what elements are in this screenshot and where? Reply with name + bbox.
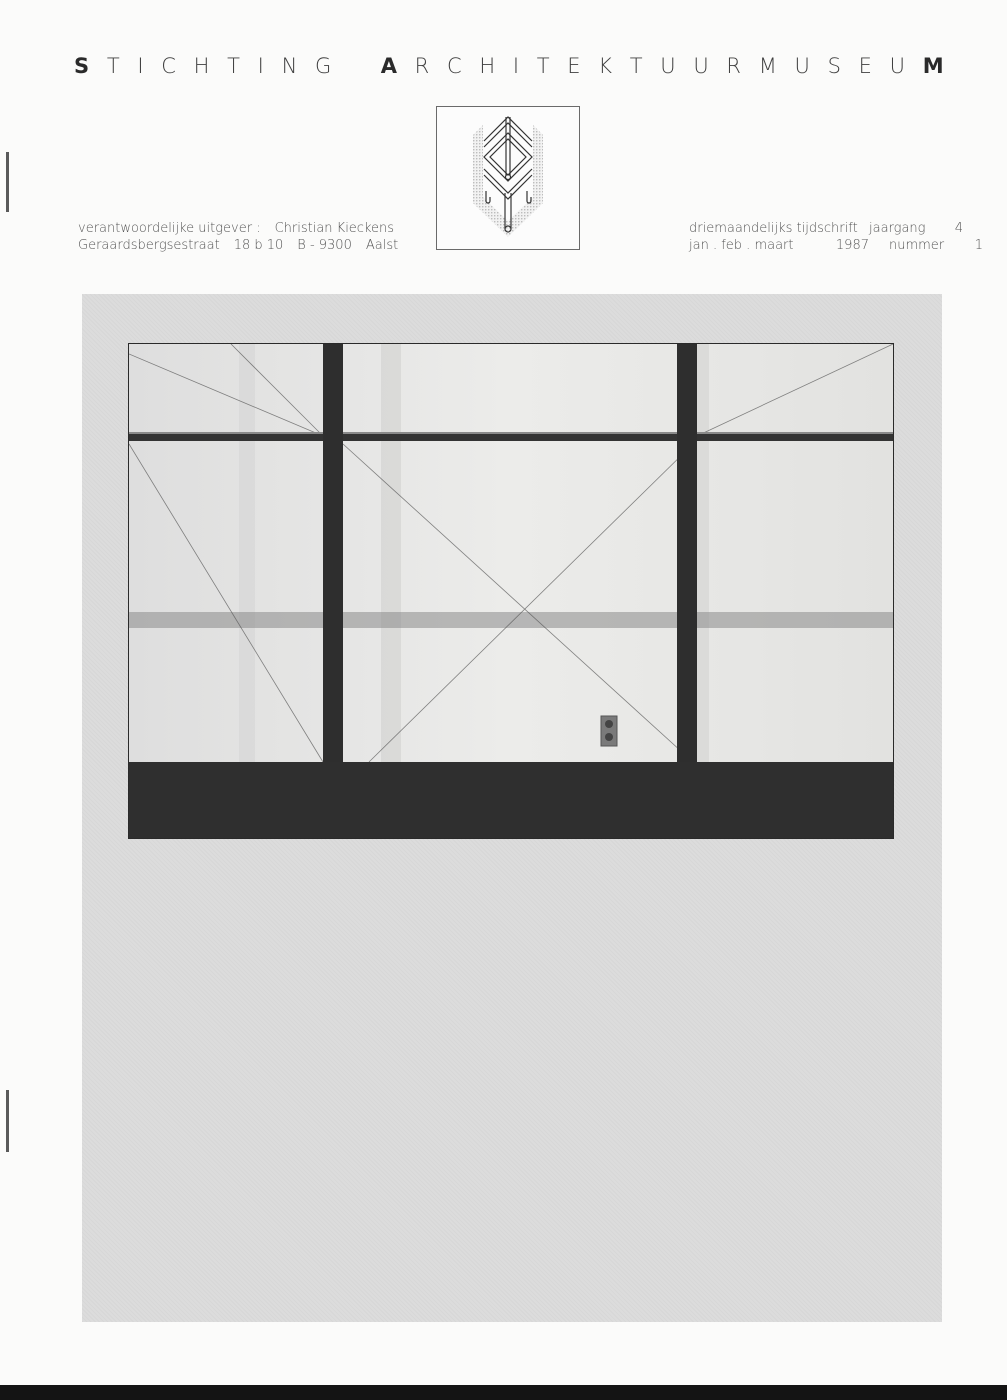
binding-mark-bottom [6,1090,9,1152]
publisher-line [78,220,398,237]
masthead-letter: I [512,54,520,78]
cover-photo [128,343,894,839]
masthead-letter: H [193,54,210,78]
glass-facade-image [129,344,893,838]
architektuurmuseum-logo-icon [437,107,579,249]
address-city: Aalst [365,238,399,253]
masthead-letter: T [536,54,550,78]
masthead-letter: A [380,54,397,78]
masthead-letter: S [827,54,841,78]
masthead-letter: C [446,54,462,78]
masthead-letter: G [315,54,332,78]
volume-number: 4 [954,221,963,236]
masthead-title [74,54,944,78]
masthead-letter: R [726,54,742,78]
masthead-letter: N [281,54,298,78]
issue-number: 1 [974,238,983,253]
address-number: 18 b 10 [233,238,284,253]
address-line [78,237,398,254]
number-label: nummer [889,238,945,253]
masthead-letter: T [629,54,643,78]
masthead-letter: U [889,54,906,78]
masthead-letter: K [598,54,613,78]
masthead-letter: C [161,54,176,78]
scan-edge [0,1385,1007,1400]
volume-label: jaargang [869,221,926,236]
masthead-letter: S [74,54,90,78]
masthead-letter: T [227,54,240,78]
address-street: Geraardsbergsestraat [78,238,220,253]
publisher-label: verantwoordelijke uitgever : [78,221,261,236]
issue-info [689,220,983,254]
publication-type: driemaandelijks tijdschrift [689,221,858,236]
masthead-letter: U [794,54,810,78]
publisher-name: Christian Kieckens [274,221,395,236]
issue-months: jan . feb . maart [689,238,794,253]
masthead-letter: E [858,54,872,78]
issue-year: 1987 [835,238,869,253]
masthead-letter: E [567,54,581,78]
issue-line-2 [689,237,983,254]
masthead-letter: H [479,54,496,78]
logo-box [436,106,580,250]
masthead-letter: M [922,54,944,78]
address-postal: B - 9300 [297,238,352,253]
masthead-letter: U [660,54,676,78]
publisher-info [78,220,398,254]
masthead-letter: R [414,54,430,78]
binding-mark-top [6,152,9,212]
masthead-letter: T [106,54,120,78]
masthead-letter: M [758,54,777,78]
masthead-letter: I [137,54,144,78]
masthead-letter: U [693,54,709,78]
issue-line-1 [689,220,983,237]
masthead-letter: I [257,54,264,78]
